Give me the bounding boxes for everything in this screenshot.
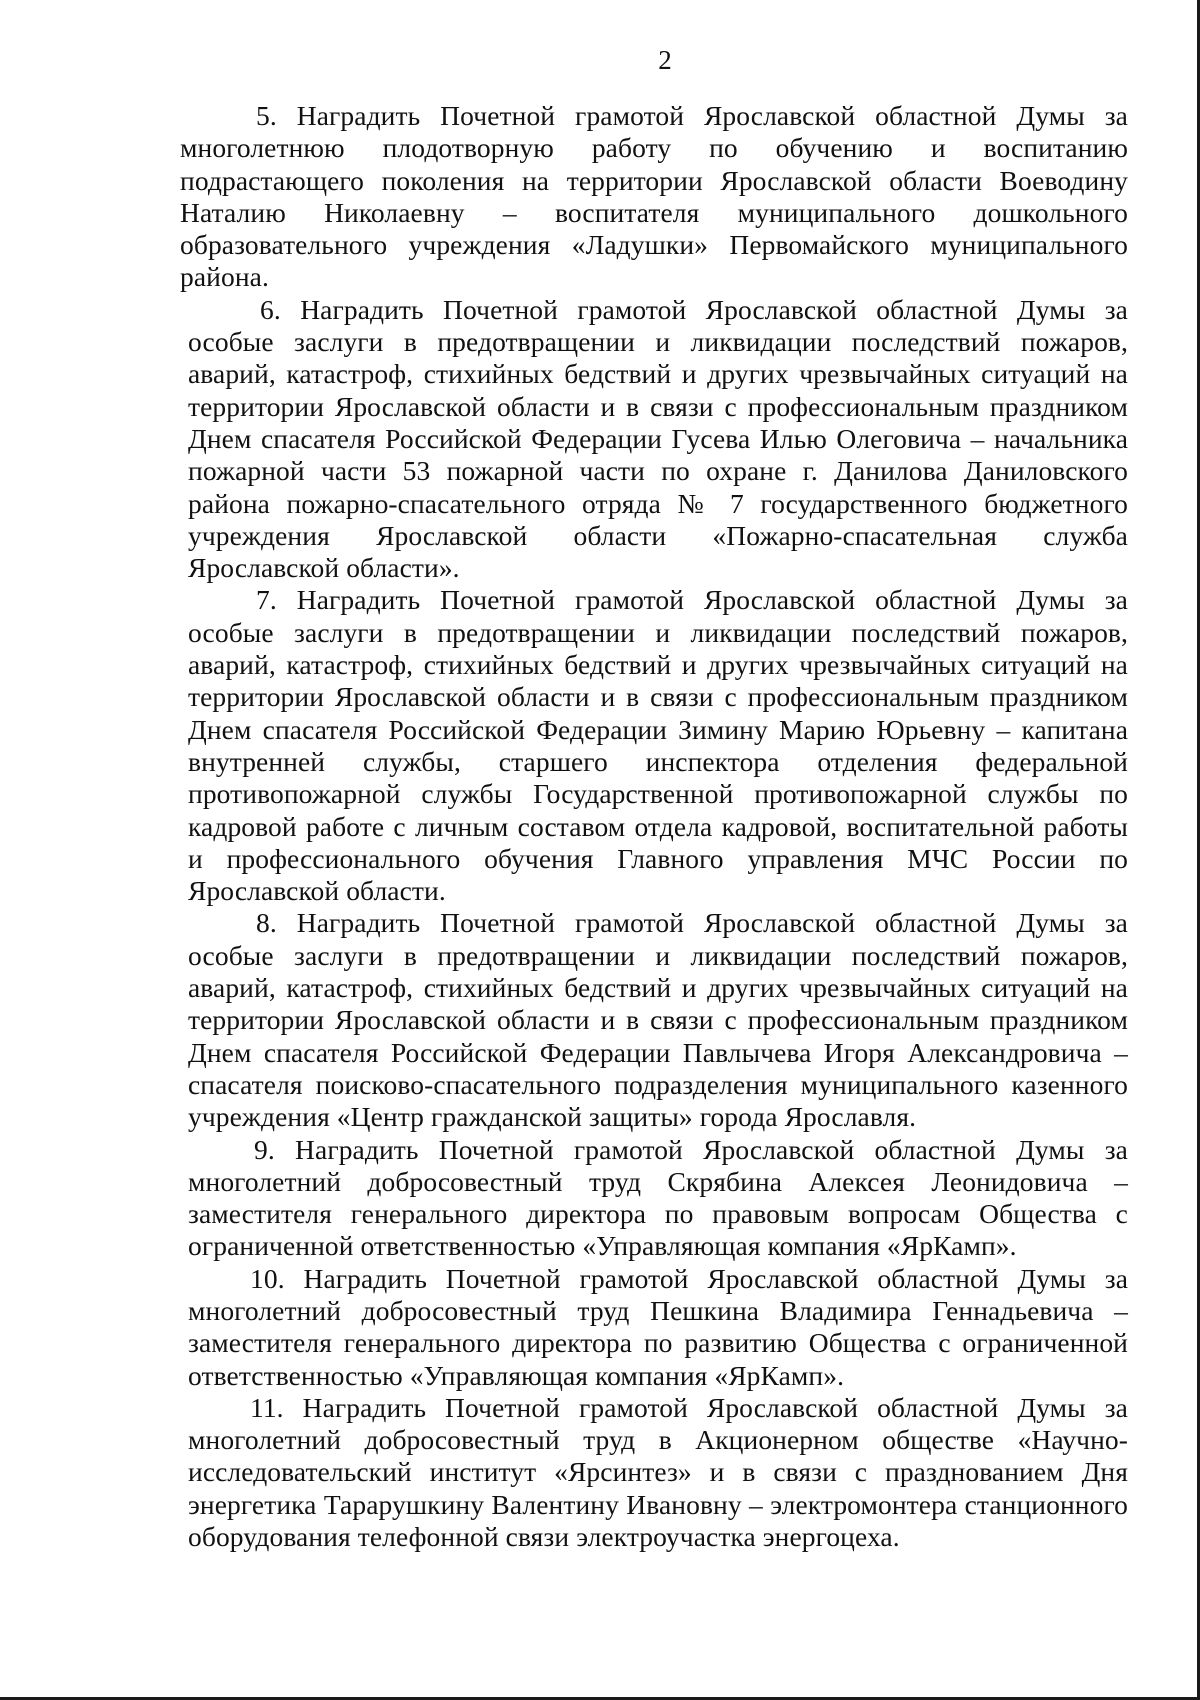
page-number: 2: [658, 45, 672, 75]
paragraph-item-11: 11. Наградить Почетной грамотой Ярославской областной Думы за многолетний добросовестный труд в Акционерном обществе «Научно-исследовательский институт «Ярсинтез» и в связи с празднованием Дня энергетика Тарарушкину Валентину Ивановну – электромонтера станционного оборудования телефонной связи электроучастка энергоцеха.: [188, 1391, 1128, 1553]
paragraph-item-10: 10. Наградить Почетной грамотой Ярославской областной Думы за многолетний добросовестный труд Пешкина Владимира Геннадьевича – заместителя генерального директора по развитию Общества с ограниченной ответственностью «Управляющая компания «ЯрКамп».: [188, 1262, 1128, 1391]
paragraph-item-9: 9. Наградить Почетной грамотой Ярославской областной Думы за многолетний добросовестный труд Скрябина Алексея Леонидовича – заместителя генерального директора по правовым вопросам Общества с ограниченной ответственностью «Управляющая компания «ЯрКамп».: [188, 1133, 1128, 1262]
document-body: [180, 100, 1128, 1553]
paragraph-item-6: 6. Наградить Почетной грамотой Ярославской областной Думы за особые заслуги в предотвращении и ликвидации последствий пожаров, аварий, катастроф, стихийных бедствий и других чрезвычайных ситуаций на территории Ярославской области и в связи с профессиональным праздником Днем спасателя Российской Федерации Гусева Илью Олеговича – начальника пожарной части 53 пожарной части по охране г. Данилова Даниловского района пожарно-спасательного отряда № 7 государственного бюджетного учреждения Ярославской области «Пожарно-спасательная служба Ярославской области».: [188, 293, 1128, 584]
paragraph-item-7: 7. Наградить Почетной грамотой Ярославской областной Думы за особые заслуги в предотвращении и ликвидации последствий пожаров, аварий, катастроф, стихийных бедствий и других чрезвычайных ситуаций на территории Ярославской области и в связи с профессиональным праздником Днем спасателя Российской Федерации Зимину Марию Юрьевну – капитана внутренней службы, старшего инспектора отделения федеральной противопожарной службы Государственной противопожарной службы по кадровой работе с личным составом отдела кадровой, воспитательной работы и профессионального обучения Главного управления МЧС России по Ярославской области.: [188, 584, 1128, 907]
paragraph-item-8: 8. Наградить Почетной грамотой Ярославской областной Думы за особые заслуги в предотвращении и ликвидации последствий пожаров, аварий, катастроф, стихийных бедствий и других чрезвычайных ситуаций на территории Ярославской области и в связи с профессиональным праздником Днем спасателя Российской Федерации Павлычева Игоря Александровича – спасателя поисково-спасательного подразделения муниципального казенного учреждения «Центр гражданской защиты» города Ярославля.: [188, 907, 1128, 1133]
paragraph-item-5: 5. Наградить Почетной грамотой Ярославской областной Думы за многолетнюю плодотворную работу по обучению и воспитанию подрастающего поколения на территории Ярославской области Воеводину Наталию Николаевну – воспитателя муниципального дошкольного образовательного учреждения «Ладушки» Первомайского муниципального района.: [180, 100, 1128, 293]
